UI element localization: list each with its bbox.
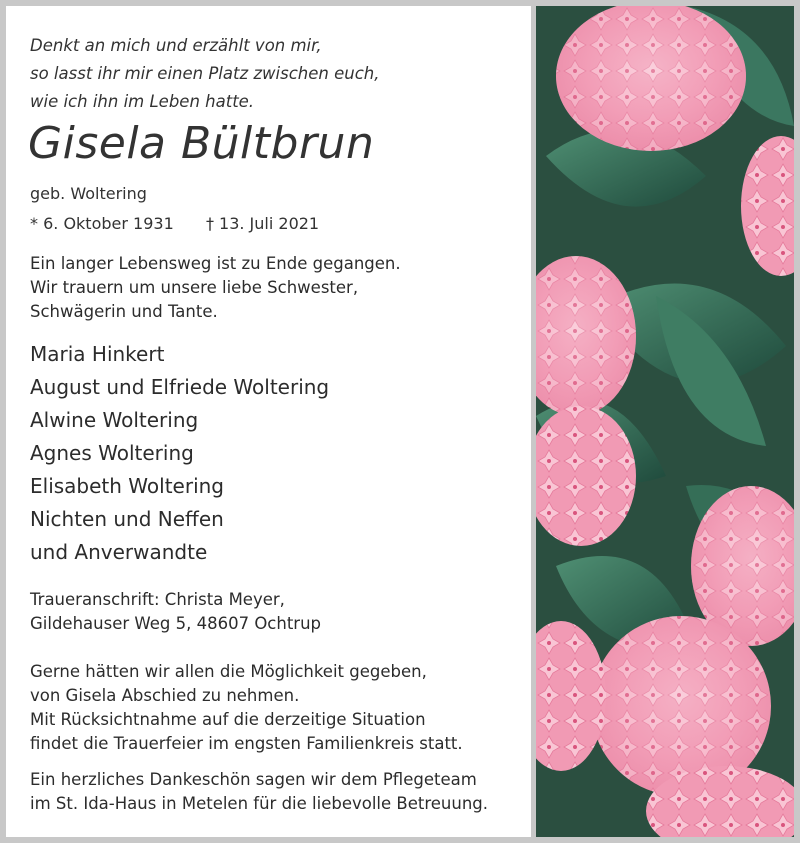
mourner-item: Maria Hinkert — [30, 342, 165, 366]
quote-line: so lasst ihr mir einen Platz zwischen euch, — [30, 64, 380, 83]
quote-line: wie ich ihn im Leben hatte. — [30, 92, 255, 111]
notice-line: von Gisela Abschied zu nehmen. — [30, 686, 300, 705]
mourner-item: Agnes Woltering — [30, 441, 194, 465]
deceased-name: Gisela Bültbrun — [28, 118, 375, 169]
address-line: Traueranschrift: Christa Meyer, — [30, 590, 285, 609]
intro-line: Ein langer Lebensweg ist zu Ende gegangen. — [30, 254, 401, 273]
mourner-item: Elisabeth Woltering — [30, 474, 224, 498]
thanks-line: im St. Ida-Haus in Metelen für die liebevolle Betreuung. — [30, 794, 489, 813]
mourner-item: Alwine Woltering — [30, 408, 199, 432]
mourner-item: Nichten und Neffen — [30, 507, 224, 531]
intro-line: Wir trauern um unsere liebe Schwester, — [30, 278, 359, 297]
notice-line: Gerne hätten wir allen die Möglichkeit gegeben, — [30, 662, 427, 681]
intro-line: Schwägerin und Tante. — [30, 302, 218, 321]
text-panel — [6, 6, 531, 837]
hydrangea-illustration — [536, 6, 794, 837]
notice-line: Mit Rücksichtnahme auf die derzeitige Situation — [30, 710, 426, 729]
thanks-line: Ein herzliches Dankeschön sagen wir dem Pflegeteam — [30, 770, 477, 789]
maiden-name: geb. Woltering — [30, 184, 147, 203]
life-dates — [30, 214, 319, 233]
quote-line: Denkt an mich und erzählt von mir, — [30, 36, 322, 55]
death-date: † 13. Juli 2021 — [205, 214, 320, 233]
notice-line: findet die Trauerfeier im engsten Familienkreis statt. — [30, 734, 463, 753]
mourner-item: und Anverwandte — [30, 540, 208, 564]
mourner-item: August und Elfriede Woltering — [30, 375, 330, 399]
address-line: Gildehauser Weg 5, 48607 Ochtrup — [30, 614, 322, 633]
hydrangea-photo — [536, 6, 794, 837]
birth-date: * 6. Oktober 1931 — [30, 214, 174, 233]
